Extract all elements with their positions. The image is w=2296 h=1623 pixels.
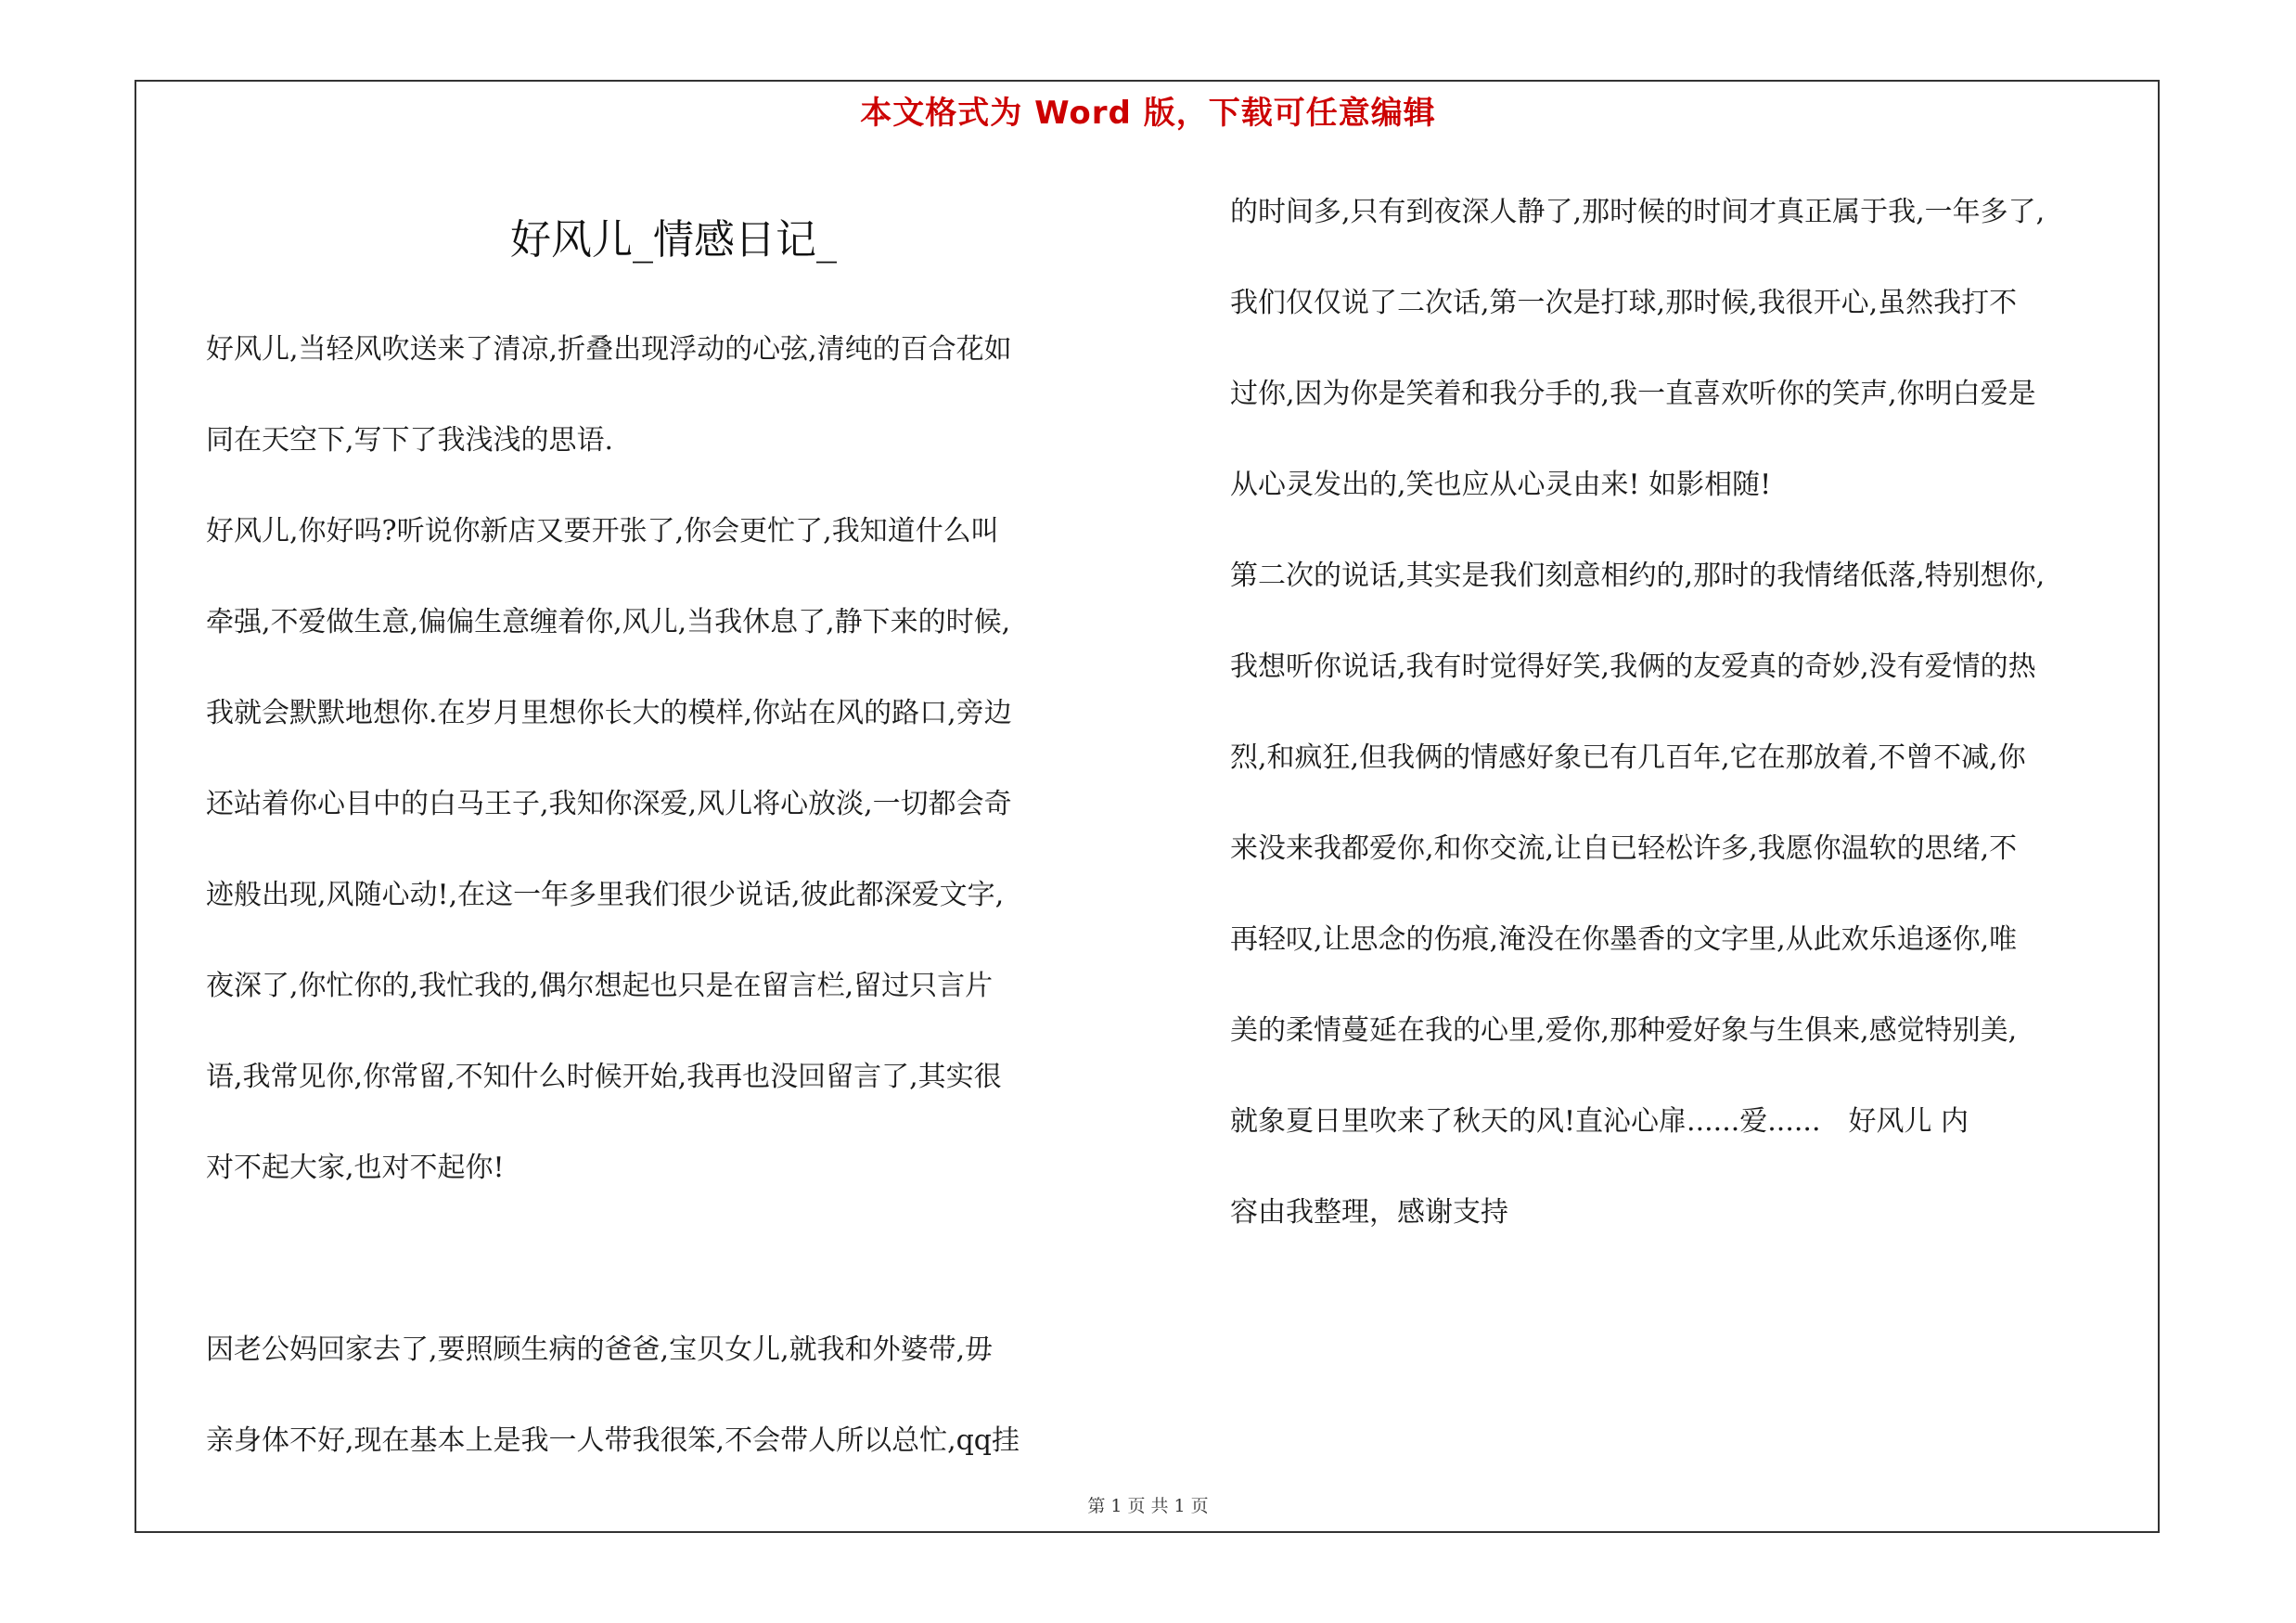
text-line: 语,我常见你,你常留,不知什么时候开始,我再也没回留言了,其实很 — [206, 1061, 1002, 1093]
text-line: 同在天空下,写下了我浅浅的思语. — [206, 424, 614, 457]
text-line: 我们仅仅说了二次话,第一次是打球,那时候,我很开心,虽然我打不 — [1230, 287, 2018, 319]
text-line: 的时间多,只有到夜深人静了,那时候的时间才真正属于我,一年多了, — [1230, 196, 2046, 228]
text-line: 亲身体不好,现在基本上是我一人带我很笨,不会带人所以总忙,qq挂 — [206, 1424, 1020, 1457]
text-line: 我想听你说话,我有时觉得好笑,我俩的友爱真的奇妙,没有爱情的热 — [1230, 650, 2036, 683]
text-line: 夜深了,你忙你的,我忙我的,偶尔想起也只是在留言栏,留过只言片 — [206, 970, 994, 1002]
text-line: 还站着你心目中的白马王子,我知你深爱,风儿将心放淡,一切都会奇 — [206, 788, 1012, 820]
text-line: 就象夏日里吹来了秋天的风!直沁心扉......爱...... 好风儿 内 — [1230, 1105, 1969, 1138]
text-line: 我就会默默地想你.在岁月里想你长大的模样,你站在风的路口,旁边 — [206, 697, 1012, 729]
text-line: 牵强,不爱做生意,偏偏生意缠着你,风儿,当我休息了,静下来的时候, — [206, 606, 1011, 638]
text-line: 容由我整理，感谢支持 — [1230, 1196, 1508, 1229]
text-line: 烈,和疯狂,但我俩的情感好象已有几百年,它在那放着,不曾不减,你 — [1230, 741, 2026, 774]
text-line: 过你,因为你是笑着和我分手的,我一直喜欢听你的笑声,你明白爱是 — [1230, 378, 2036, 410]
page-number: 第 1 页 共 1 页 — [1087, 1496, 1209, 1516]
text-line: 来没来我都爱你,和你交流,让自已轻松许多,我愿你温软的思绪,不 — [1230, 832, 2018, 865]
text-line: 迹般出现,风随心动!,在这一年多里我们很少说话,彼此都深爱文字, — [206, 879, 1005, 911]
text-line: 好风儿,你好吗?听说你新店又要开张了,你会更忙了,我知道什么叫 — [206, 515, 999, 547]
text-line: 再轻叹,让思念的伤痕,淹没在你墨香的文字里,从此欢乐追逐你,唯 — [1230, 923, 2018, 956]
text-line: 美的柔情蔓延在我的心里,爱你,那种爱好象与生俱来,感觉特别美, — [1230, 1014, 2018, 1047]
format-notice: 本文格式为 Word 版，下载可任意编辑 — [860, 95, 1436, 132]
text-line: 好风儿,当轻风吹送来了清凉,折叠出现浮动的心弦,清纯的百合花如 — [206, 333, 1012, 366]
document-title: 好风儿_情感日记_ — [510, 216, 837, 264]
text-line: 第二次的说话,其实是我们刻意相约的,那时的我情绪低落,特别想你, — [1230, 560, 2046, 592]
text-line: 对不起大家,也对不起你! — [206, 1152, 505, 1184]
text-line: 因老公妈回家去了,要照顾生病的爸爸,宝贝女儿,就我和外婆带,毋 — [206, 1333, 994, 1366]
text-line: 从心灵发出的,笑也应从心灵由来! 如影相随! — [1230, 469, 1772, 501]
